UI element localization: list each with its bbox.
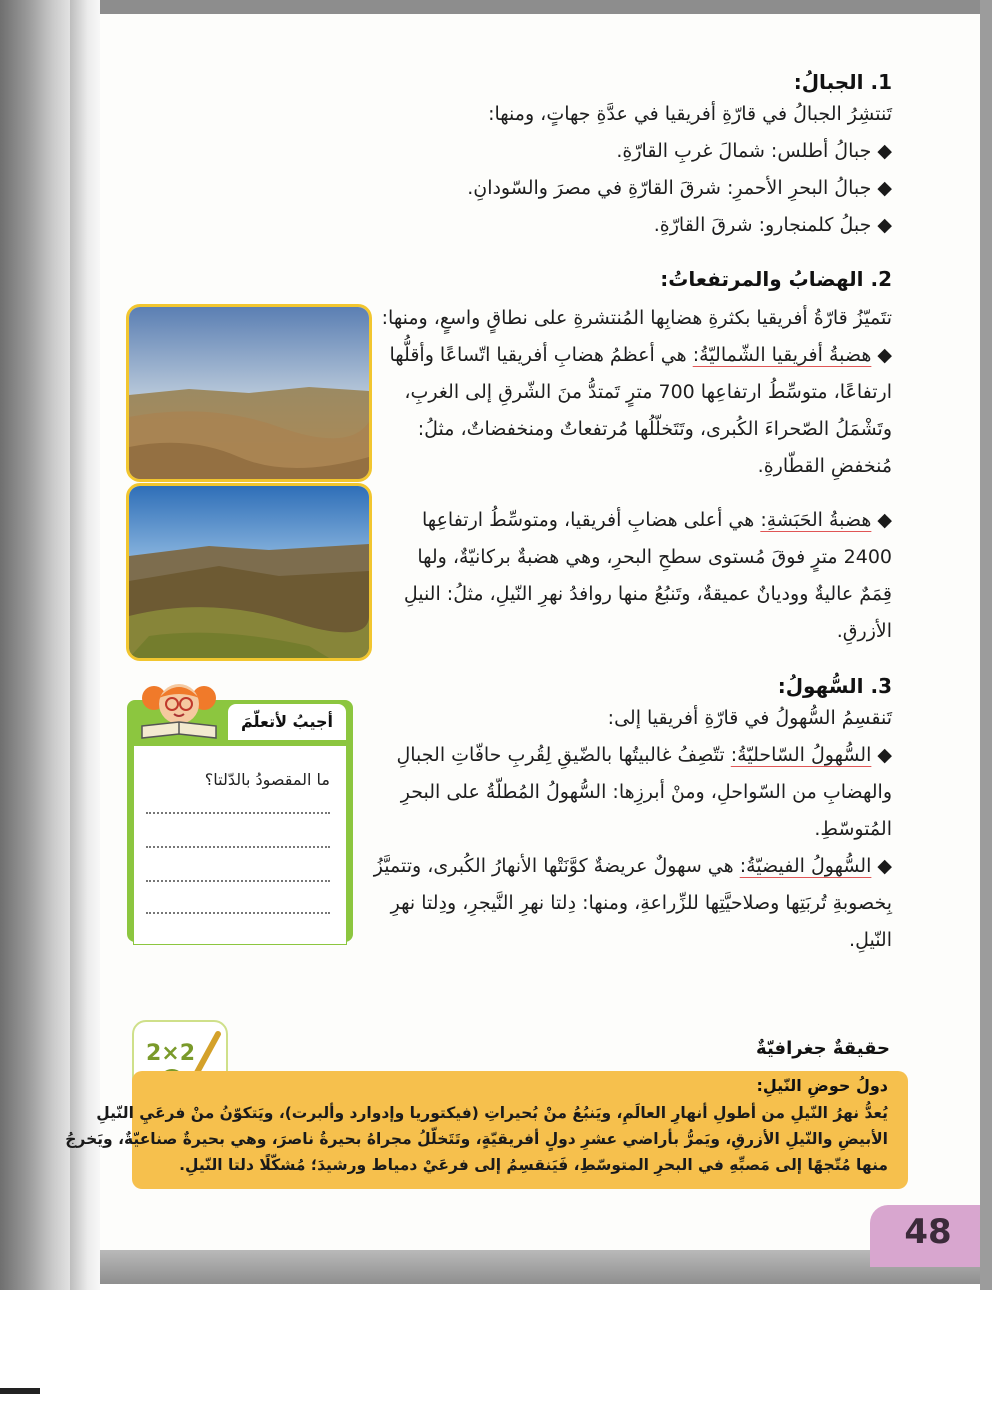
scan-top-edge bbox=[0, 0, 992, 14]
bullet-icon: ◆ bbox=[877, 509, 892, 531]
page-number: 48 bbox=[904, 1212, 952, 1252]
answer-line[interactable] bbox=[146, 880, 330, 882]
answer-box-title: أجيبُ لأتعلّمَ bbox=[228, 704, 346, 740]
text-line: الأبيضِ والنّيلِ الأزرقِ، ويَمرُّ بأراضي عشرِ دولٍ أفريقيّةٍ، وتَتَخلّلُ مجراهُ بحيرةُ ناصرَ، وهي بحيرةٌ صناعيّةٌ، ويَخرجُ bbox=[65, 1130, 888, 1148]
text-line: مُنخفضِ القطّارةِ. bbox=[757, 455, 892, 477]
text-line: قِمَمٌ عاليةٌ ووديانٌ عميقةٌ، وتَنبُعُ منها روافدُ نهرِ النّيلِ، مثلُ: النيلِ bbox=[403, 583, 892, 605]
svg-text:2×2: 2×2 bbox=[146, 1041, 196, 1066]
text-line: المُتوسّطِ. bbox=[814, 818, 892, 840]
answer-line[interactable] bbox=[146, 912, 330, 914]
fact-subtitle: دولُ حوضِ النّيلِ: bbox=[756, 1076, 888, 1095]
bullet-icon: ◆ bbox=[877, 177, 892, 199]
text-line: الأزرقِ. bbox=[836, 620, 892, 642]
term-north-plateau: هضبةُ أفريقيا الشّماليّةُ: bbox=[692, 344, 872, 366]
bullet-icon: ◆ bbox=[877, 214, 892, 236]
text-line: والهضابِ من السّواحلِ، ومنْ أبرزِها: السُّهولُ المُطلّةُ على البحرِ bbox=[400, 781, 892, 803]
answer-line[interactable] bbox=[146, 812, 330, 814]
book-spine bbox=[70, 0, 100, 1290]
student-reading-icon bbox=[132, 676, 226, 742]
photo-north-plateau bbox=[126, 304, 372, 482]
list-item: ◆هضبةُ أفريقيا الشّماليّةُ: هي أعظمُ هضابِ أفريقيا اتّساعًا وأقلُّها bbox=[389, 344, 892, 366]
scan-artifact bbox=[0, 1388, 40, 1394]
section1-heading: 1. الجبالُ: bbox=[793, 70, 892, 94]
list-item: ◆السُّهولُ الفيضيّةُ: هي سهولٌ عريضةٌ كوَّنَتْها الأنهارُ الكُبرى، وتتميَّزُ bbox=[373, 855, 892, 877]
bullet-icon: ◆ bbox=[877, 744, 892, 766]
bullet-icon: ◆ bbox=[877, 855, 892, 877]
answer-line[interactable] bbox=[146, 846, 330, 848]
text-line: النّيلِ. bbox=[849, 929, 892, 951]
photo-abyssinian-plateau bbox=[126, 483, 372, 661]
answer-question: ما المقصودُ بالدّلتا؟ bbox=[204, 770, 330, 789]
term-flood-plains: السُّهولُ الفيضيّةُ: bbox=[739, 855, 872, 877]
section1-intro: تَنتشِرُ الجبالُ في قارّةِ أفريقيا في عدَّةِ جهاتٍ، ومنها: bbox=[488, 103, 892, 125]
list-item: ◆جبالُ أطلس: شمالَ غربِ القارّةِ. bbox=[616, 140, 892, 162]
bullet-icon: ◆ bbox=[877, 344, 892, 366]
page-edge-right bbox=[980, 0, 992, 1290]
text-line: يُعدُّ نهرُ النّيلِ من أطولِ أنهارِ العالَمِ، ويَنبُعُ منْ بُحيراتِ (فيكتوريا وإدوارد وألبرت)، ويَتكوّنُ منْ فرعَيِ النّيلِ bbox=[96, 1104, 888, 1122]
text-line: 2400 مترٍ فوقَ مُستوى سطحِ البحرِ، وهي هضبةٌ بركانيّةٌ، ولها bbox=[417, 546, 892, 568]
section3-body bbox=[373, 700, 892, 959]
list-item: ◆جبلُ كلمنجارو: شرقَ القارّةِ. bbox=[653, 214, 892, 236]
term-coastal-plains: السُّهولُ السّاحليّةُ: bbox=[730, 744, 872, 766]
list-item: ◆جبالُ البحرِ الأحمرِ: شرقَ القارّةِ في مصرَ والسّودانِ. bbox=[467, 177, 892, 199]
section2-body-2 bbox=[402, 502, 892, 650]
list-item: ◆السُّهولُ السّاحليّةُ: تتّصِفُ غالبيتُها بالضّيقِ لِقُربِ حافّاتِ الجبالِ bbox=[396, 744, 892, 766]
fact-title: حقيقةٌ جغرافيّةٌ bbox=[756, 1038, 890, 1059]
section2-intro: تتَميّزُ قارّةُ أفريقيا بكثرةِ هضابِها المُنتشرةِ على نطاقٍ واسعٍ، ومنها: bbox=[381, 307, 892, 329]
section3-heading: 3. السُّهولُ: bbox=[777, 674, 892, 698]
scan-left-edge bbox=[0, 0, 70, 1290]
text-line: بِخصوبةِ تُربَتِها وصلاحيَّتِها للزِّراعةِ، ومنها: دِلتا نهرِ النَّيجرِ، ودِلتا نهرِ bbox=[390, 892, 892, 914]
term-abyssinian-plateau: هضبةُ الحَبَشةِ: bbox=[760, 509, 872, 531]
section3-intro: تَنقسِمُ السُّهولُ في قارّةِ أفريقيا إلى: bbox=[607, 707, 892, 729]
text-line: وتَشْمَلُ الصّحراءَ الكُبرى، وتَتَخلّلُها مُرتفعاتٌ ومنخفضاتٌ، مثلُ: bbox=[417, 418, 892, 440]
section2-heading: 2. الهضابُ والمرتفعاتُ: bbox=[660, 267, 892, 291]
page-bottom-band bbox=[100, 1250, 980, 1284]
bullet-icon: ◆ bbox=[877, 140, 892, 162]
text-line: ارتفاعًا، متوسِّطُ ارتفاعِها 700 مترٍ تَمتدُّ منَ الشّرقِ إلى الغربِ، bbox=[404, 381, 892, 403]
section2-body-1 bbox=[381, 300, 892, 485]
list-item: ◆هضبةُ الحَبَشةِ: هي أعلى هضابِ أفريقيا، ومتوسِّطُ ارتفاعِها bbox=[422, 509, 892, 531]
fact-text bbox=[65, 1100, 888, 1178]
text-line: منها مُتّجهًا إلى مَصبِّهِ في البحرِ المتوسّطِ، فَيَنقسِمُ إلى فرعَيْ دمياط ورشيدَ؛ مُشكّلًا دلتا النّيلِ. bbox=[179, 1156, 888, 1174]
section1-body bbox=[372, 96, 892, 244]
